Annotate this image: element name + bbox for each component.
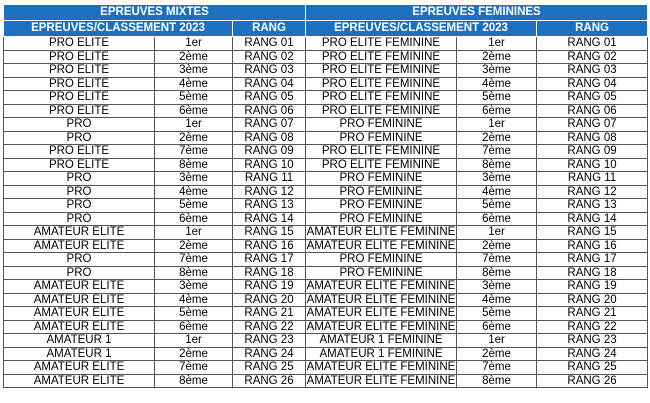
mixed-event-cell: AMATEUR 1 (4, 347, 155, 361)
female-rank-cell: RANG 24 (537, 347, 648, 361)
mixed-place-cell: 8ème (155, 158, 233, 172)
female-place-cell: 3ème (457, 172, 537, 186)
mixed-event-cell: AMATEUR ELITE (4, 226, 155, 240)
table-row (4, 361, 648, 375)
female-place-cell: 4ème (457, 293, 537, 307)
mixed-rank-cell: RANG 20 (233, 293, 306, 307)
female-rank-cell: RANG 04 (537, 77, 648, 91)
female-event-cell: AMATEUR ELITE FEMININE (306, 307, 456, 319)
female-event-cell: PRO ELITE FEMININE (306, 104, 457, 118)
mixed-event-cell: PRO ELITE (4, 104, 155, 118)
female-place-cell: 7ème (457, 145, 537, 159)
table-row (4, 50, 648, 64)
table-row (4, 320, 648, 334)
mixed-event-cell: AMATEUR ELITE (4, 320, 155, 334)
mixed-rank-cell: RANG 11 (233, 172, 306, 186)
female-rank-cell: RANG 02 (537, 50, 648, 64)
female-place-cell: 4ème (457, 77, 537, 91)
table-row (4, 374, 648, 388)
female-place-cell: 3ème (457, 280, 537, 294)
female-event-cell: PRO FEMININE (306, 266, 457, 280)
mixed-event-cell: AMATEUR ELITE (4, 239, 155, 253)
ranking-rows (4, 37, 648, 388)
table-row (4, 77, 648, 91)
mixed-event-cell: PRO ELITE (4, 50, 155, 64)
mixed-place-cell: 1er (155, 334, 233, 348)
female-rank-cell: RANG 13 (537, 199, 648, 213)
female-event-cell: AMATEUR 1 FEMININE (306, 347, 457, 361)
table-row (4, 158, 648, 172)
mixed-rank-cell: RANG 19 (233, 280, 306, 294)
female-event-cell: PRO FEMININE (306, 118, 457, 132)
mixed-rank-cell: RANG 14 (233, 212, 306, 226)
mixed-event-cell: PRO (4, 172, 155, 186)
mixed-rank-cell: RANG 05 (233, 91, 306, 105)
female-rank-cell: RANG 26 (537, 374, 648, 388)
female-event-cell: PRO FEMININE (306, 131, 457, 145)
mixed-place-cell: 5ème (155, 307, 233, 321)
mixed-rank-column-header: RANG (233, 21, 306, 37)
mixed-event-cell: PRO ELITE (4, 64, 155, 78)
mixed-place-cell: 1er (155, 37, 233, 51)
female-event-cell: AMATEUR ELITE FEMININE (306, 293, 456, 306)
mixed-place-cell: 2ème (155, 239, 233, 253)
mixed-event-cell: PRO (4, 212, 155, 226)
table-row (4, 104, 648, 118)
mixed-event-cell: PRO ELITE (4, 77, 155, 91)
female-rank-cell: RANG 05 (537, 91, 648, 105)
mixed-event-cell: PRO ELITE (4, 158, 155, 172)
female-rank-cell: RANG 03 (537, 64, 648, 78)
female-place-cell: 8ème (457, 158, 537, 172)
mixed-rank-cell: RANG 07 (233, 118, 306, 132)
mixed-event-cell: PRO (4, 253, 155, 267)
mixed-place-cell: 7ème (155, 145, 233, 159)
table-row (4, 334, 648, 348)
mixed-place-cell: 5ème (155, 91, 233, 105)
female-place-cell: 2ème (457, 50, 537, 64)
female-event-cell: PRO FEMININE (306, 185, 457, 199)
female-rank-cell: RANG 14 (537, 212, 648, 226)
female-place-cell: 6ème (457, 104, 537, 118)
female-place-cell: 1er (457, 334, 537, 348)
female-event-cell: AMATEUR ELITE FEMININE (306, 361, 456, 373)
mixed-event-cell: PRO (4, 266, 155, 280)
female-rank-cell: RANG 18 (537, 266, 648, 280)
female-place-cell: 2ème (457, 239, 537, 253)
table-row (4, 293, 648, 307)
female-place-cell: 4ème (457, 185, 537, 199)
table-row (4, 280, 648, 294)
mixed-event-cell: PRO (4, 199, 155, 213)
female-place-cell: 7ème (457, 253, 537, 267)
mixed-place-cell: 6ème (155, 320, 233, 334)
female-event-cell: PRO FEMININE (306, 253, 457, 267)
female-rank-cell: RANG 11 (537, 172, 648, 186)
mixed-event-cell: AMATEUR 1 (4, 334, 155, 348)
table-row (4, 131, 648, 145)
female-rank-cell: RANG 09 (537, 145, 648, 159)
female-rank-cell: RANG 17 (537, 253, 648, 267)
female-event-cell: PRO ELITE FEMININE (306, 77, 457, 91)
mixed-place-cell: 2ème (155, 50, 233, 64)
female-place-cell: 8ème (457, 266, 537, 280)
table-row (4, 145, 648, 159)
female-rank-cell: RANG 25 (537, 361, 648, 375)
female-place-cell: 1er (457, 37, 537, 51)
mixed-rank-cell: RANG 09 (233, 145, 306, 159)
mixed-rank-cell: RANG 26 (233, 374, 306, 388)
mixed-rank-cell: RANG 18 (233, 266, 306, 280)
mixed-place-cell: 4ème (155, 293, 233, 307)
table-row (4, 347, 648, 361)
table-row (4, 253, 648, 267)
female-place-cell: 8ème (457, 374, 537, 388)
mixed-place-cell: 1er (155, 226, 233, 240)
female-place-cell: 7ème (457, 361, 537, 375)
mixed-event-cell: AMATEUR ELITE (4, 361, 155, 375)
mixed-place-cell: 3ème (155, 172, 233, 186)
female-event-cell: PRO ELITE FEMININE (306, 50, 457, 64)
female-event-cell: AMATEUR ELITE FEMININE (306, 226, 456, 238)
female-event-cell: AMATEUR ELITE FEMININE (306, 374, 456, 387)
mixed-place-cell: 7ème (155, 253, 233, 267)
mixed-place-cell: 3ème (155, 280, 233, 294)
table-row (4, 199, 648, 213)
female-place-cell: 1er (457, 118, 537, 132)
female-rank-cell: RANG 06 (537, 104, 648, 118)
mixed-rank-cell: RANG 02 (233, 50, 306, 64)
mixed-place-cell: 4ème (155, 77, 233, 91)
female-rank-cell: RANG 16 (537, 239, 648, 253)
mixed-rank-cell: RANG 15 (233, 226, 306, 240)
female-place-cell: 6ème (457, 320, 537, 334)
table-row (4, 239, 648, 253)
female-place-cell: 5ème (457, 91, 537, 105)
mixed-event-cell: AMATEUR ELITE (4, 280, 155, 294)
female-event-cell: AMATEUR ELITE FEMININE (306, 239, 456, 252)
mixed-rank-cell: RANG 03 (233, 64, 306, 78)
mixed-rank-cell: RANG 01 (233, 37, 306, 51)
female-event-cell: AMATEUR ELITE FEMININE (306, 320, 456, 333)
female-place-cell: 5ème (457, 307, 537, 321)
female-event-column-header: EPREUVES/CLASSEMENT 2023 (306, 21, 537, 37)
female-event-cell: PRO ELITE FEMININE (306, 158, 457, 172)
female-place-cell: 2ème (457, 131, 537, 145)
mixed-rank-cell: RANG 10 (233, 158, 306, 172)
table-row (4, 118, 648, 132)
mixed-events-title: EPREUVES MIXTES (4, 5, 306, 21)
female-rank-cell: RANG 21 (537, 307, 648, 321)
mixed-event-cell: AMATEUR ELITE (4, 307, 155, 321)
mixed-rank-cell: RANG 23 (233, 334, 306, 348)
table-row (4, 172, 648, 186)
mixed-rank-cell: RANG 16 (233, 239, 306, 253)
female-event-cell: AMATEUR ELITE FEMININE (306, 280, 456, 292)
mixed-rank-cell: RANG 22 (233, 320, 306, 334)
mixed-rank-cell: RANG 06 (233, 104, 306, 118)
female-place-cell: 6ème (457, 212, 537, 226)
mixed-rank-cell: RANG 21 (233, 307, 306, 321)
ranking-table (3, 4, 648, 388)
mixed-rank-cell: RANG 13 (233, 199, 306, 213)
female-rank-cell: RANG 19 (537, 280, 648, 294)
female-rank-cell: RANG 08 (537, 131, 648, 145)
female-event-cell: AMATEUR 1 FEMININE (306, 334, 457, 348)
mixed-event-cell: PRO ELITE (4, 37, 155, 51)
mixed-rank-cell: RANG 04 (233, 77, 306, 91)
female-rank-cell: RANG 20 (537, 293, 648, 307)
female-events-title: EPREUVES FEMININES (306, 5, 648, 21)
female-rank-cell: RANG 01 (537, 37, 648, 51)
table-row (4, 226, 648, 240)
table-row (4, 307, 648, 321)
mixed-place-cell: 8ème (155, 374, 233, 388)
mixed-rank-cell: RANG 12 (233, 185, 306, 199)
mixed-place-cell: 2ème (155, 131, 233, 145)
female-rank-column-header: RANG (537, 21, 648, 37)
mixed-event-column-header: EPREUVES/CLASSEMENT 2023 (4, 21, 233, 37)
table-row (4, 91, 648, 105)
female-event-cell: PRO FEMININE (306, 199, 457, 213)
mixed-place-cell: 7ème (155, 361, 233, 375)
mixed-place-cell: 1er (155, 118, 233, 132)
female-event-cell: PRO ELITE FEMININE (306, 145, 457, 159)
table-row (4, 37, 648, 51)
mixed-place-cell: 2ème (155, 347, 233, 361)
female-rank-cell: RANG 22 (537, 320, 648, 334)
mixed-place-cell: 6ème (155, 212, 233, 226)
table-row (4, 212, 648, 226)
female-place-cell: 3ème (457, 64, 537, 78)
table-row (4, 64, 648, 78)
female-place-cell: 2ème (457, 347, 537, 361)
mixed-place-cell: 8ème (155, 266, 233, 280)
table-row (4, 266, 648, 280)
female-event-cell: PRO ELITE FEMININE (306, 37, 457, 51)
female-place-cell: 1er (457, 226, 537, 240)
mixed-event-cell: PRO (4, 118, 155, 132)
mixed-event-cell: AMATEUR ELITE (4, 293, 155, 307)
mixed-rank-cell: RANG 08 (233, 131, 306, 145)
female-event-cell: PRO FEMININE (306, 212, 457, 226)
mixed-rank-cell: RANG 25 (233, 361, 306, 375)
mixed-place-cell: 3ème (155, 64, 233, 78)
mixed-event-cell: PRO ELITE (4, 91, 155, 105)
female-event-cell: PRO ELITE FEMININE (306, 64, 457, 78)
female-event-cell: PRO FEMININE (306, 172, 457, 186)
female-place-cell: 5ème (457, 199, 537, 213)
female-rank-cell: RANG 23 (537, 334, 648, 348)
mixed-rank-cell: RANG 24 (233, 347, 306, 361)
table-row (4, 185, 648, 199)
mixed-place-cell: 4ème (155, 185, 233, 199)
mixed-place-cell: 6ème (155, 104, 233, 118)
mixed-event-cell: AMATEUR ELITE (4, 374, 155, 388)
mixed-rank-cell: RANG 17 (233, 253, 306, 267)
female-rank-cell: RANG 12 (537, 185, 648, 199)
mixed-event-cell: PRO (4, 131, 155, 145)
female-event-cell: PRO ELITE FEMININE (306, 91, 457, 105)
female-rank-cell: RANG 07 (537, 118, 648, 132)
mixed-event-cell: PRO (4, 185, 155, 199)
mixed-place-cell: 5ème (155, 199, 233, 213)
female-rank-cell: RANG 15 (537, 226, 648, 240)
female-rank-cell: RANG 10 (537, 158, 648, 172)
mixed-event-cell: PRO ELITE (4, 145, 155, 159)
